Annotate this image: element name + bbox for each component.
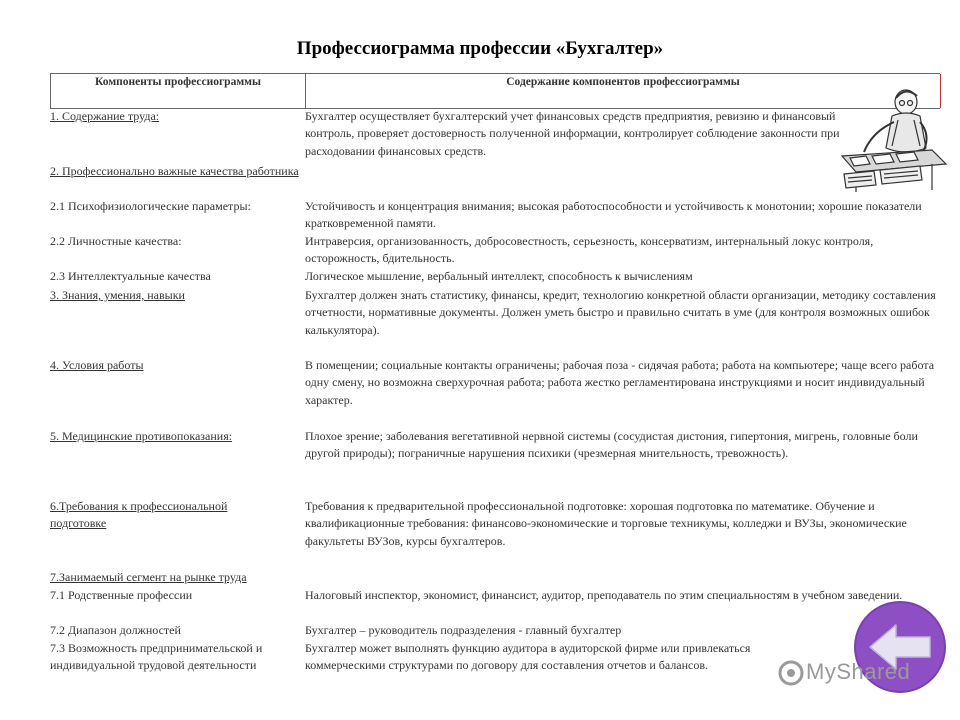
row-label: 2.2 Личностные качества: — [50, 234, 182, 248]
row-label: 6.Требования к профессиональной подготовке — [50, 499, 228, 530]
row-label: 7.Занимаемый сегмент на рынке труда — [50, 570, 247, 584]
header-components: Компоненты профессиограммы — [50, 74, 306, 108]
row-label: 5. Медицинские противопоказания: — [50, 429, 233, 443]
watermark-text: MyShared — [806, 659, 911, 684]
row-content: Плохое зрение; заболевания вегетативной нервной системы (сосудистая дистония, гипертония, мигрень, головные боли другой природы); пограничные нарушения психики (чрезмерная мнительность, тревожность). — [305, 429, 918, 461]
row-content: В помещении; социальные контакты ограничены; рабочая поза - сидячая работа; работа на компьютере; чаще всего работа одну смену, но возможна сверхурочная работа; работа жестко регламентирована инструкциями и носит индивидуальный характер. — [305, 358, 935, 407]
row-label: 7.1 Родственные профессии — [50, 588, 193, 602]
row-label: 7.3 Возможность предпринимательской и индивидуальной трудовой деятельности — [50, 641, 263, 672]
row-content: Бухгалтер – руководитель подразделения - главный бухгалтер — [305, 623, 622, 637]
row-label: 4. Условия работы — [50, 358, 144, 372]
row-content: Бухгалтер осуществляет бухгалтерский учет финансовых средств предприятия, ревизию и финансовый контроль, проверяет достоверность полученной информации, контролирует соблюдение законности при расходовании финансовых средств. — [305, 109, 840, 158]
row-label: 3. Знания, умения, навыки — [50, 288, 185, 302]
header-content: Содержание компонентов профессиограммы — [306, 74, 941, 108]
page-title: Профессиограмма профессии «Бухгалтер» — [296, 38, 664, 59]
row-content: Налоговый инспектор, экономист, финансист, аудитор, преподаватель по этим специальностям в учебном заведении. — [305, 588, 903, 602]
row-content: Устойчивость и концентрация внимания; высокая работоспособности и устойчивость к монотонии; хорошие показатели кратковременной памяти. — [305, 199, 922, 231]
myshared-logo-icon — [778, 660, 804, 686]
row-label: 2.1 Психофизиологические параметры: — [50, 199, 251, 213]
accountant-illustration — [836, 86, 948, 196]
row-content: Бухгалтер должен знать статистику, финансы, кредит, технологию конкретной области организации, методику составления отчетности, нормативные документы. Должен уметь быстро и правильно считать в уме (для контроля возможных ошибок калькулятора). — [305, 288, 936, 337]
row-label: 2.3 Интеллектуальные качества — [50, 269, 211, 283]
table-header — [50, 73, 940, 109]
row-content: Интраверсия, организованность, добросовестность, серьезность, консерватизм, интернальный локус контроля, осторожность, бдительность. — [305, 234, 874, 266]
row-label: 2. Профессионально важные качества работника — [50, 164, 299, 178]
row-label: 1. Содержание труда: — [50, 109, 160, 123]
row-content: Логическое мышление, вербальный интеллект, способность к вычислениям — [305, 269, 693, 283]
row-content: Требования к предварительной профессиональной подготовке: хорошая подготовка по математике. Обучение и квалификационные требования: финансово-экономические и торговые техникумы, колледжи и ВУЗы, экономические факультеты ВУЗов, курсы бухгалтеров. — [305, 499, 907, 548]
row-label: 7.2 Диапазон должностей — [50, 623, 181, 637]
row-content: Бухгалтер может выполнять функцию аудитора в аудиторской фирме или привлекаться коммерческими структурами по договору для составления отчетов и балансов. — [305, 641, 751, 673]
myshared-watermark — [776, 655, 926, 691]
